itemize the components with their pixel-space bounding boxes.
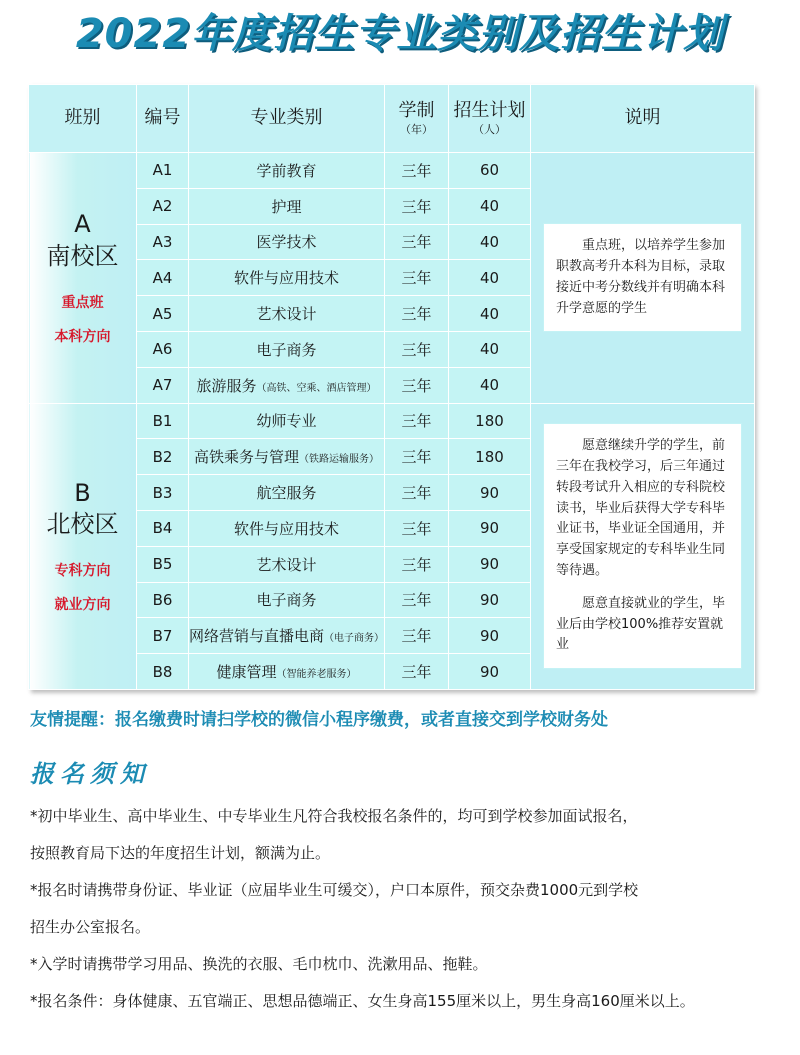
cell-code: B7 [137, 618, 189, 654]
page-title: 2022年度招生专业类别及招生计划 [75, 11, 725, 57]
major-extra: （智能养老服务） [276, 669, 357, 681]
cell-plan: 60 [449, 153, 531, 189]
major-name: 旅游服务 [196, 376, 257, 395]
header-duration [385, 85, 449, 153]
notice-line: *报名条件：身体健康、五官端正、思想品德端正、女生身高155厘米以上，男生身高160厘米以上。 [30, 992, 695, 1010]
cell-major [189, 654, 385, 690]
header-plan-unit: （人） [473, 122, 506, 136]
cell-major [189, 475, 385, 511]
class-tag: 重点班 [61, 294, 104, 311]
cell-major [189, 546, 385, 582]
major-name: 电子商务 [256, 591, 317, 610]
cell-major [189, 403, 385, 439]
cell-duration: 三年 [385, 188, 449, 224]
cell-code: B4 [137, 510, 189, 546]
cell-code: A3 [137, 224, 189, 260]
notice-title: 报名须知 [30, 760, 150, 788]
cell-code: B6 [137, 582, 189, 618]
cell-major [189, 439, 385, 475]
major-name: 医学技术 [256, 233, 317, 252]
cell-plan: 90 [449, 654, 531, 690]
cell-major [189, 618, 385, 654]
notice-line: *报名时请携带身份证、毕业证（应届毕业生可缓交），户口本原件，预交杂费1000元到学校 [30, 881, 639, 899]
cell-duration: 三年 [385, 618, 449, 654]
note-box [543, 423, 742, 669]
class-cell-b [29, 403, 137, 689]
note-cell-a [531, 153, 755, 404]
cell-plan: 180 [449, 403, 531, 439]
cell-code: B3 [137, 475, 189, 511]
class-campus: 北校区 [46, 510, 119, 539]
header-major: 专业类别 [189, 85, 385, 153]
cell-duration: 三年 [385, 546, 449, 582]
cell-major [189, 260, 385, 296]
cell-duration: 三年 [385, 475, 449, 511]
cell-plan: 90 [449, 618, 531, 654]
cell-code: A2 [137, 188, 189, 224]
cell-code: B2 [137, 439, 189, 475]
cell-major [189, 296, 385, 332]
cell-plan: 90 [449, 546, 531, 582]
header-duration-unit: （年） [400, 122, 433, 136]
cell-code: B1 [137, 403, 189, 439]
cell-plan: 90 [449, 582, 531, 618]
cell-duration: 三年 [385, 296, 449, 332]
cell-duration: 三年 [385, 654, 449, 690]
note-cell-b [531, 403, 755, 689]
cell-code: B8 [137, 654, 189, 690]
header-note: 说明 [531, 85, 755, 153]
cell-major [189, 188, 385, 224]
cell-plan: 40 [449, 296, 531, 332]
header-duration-label: 学制 [398, 99, 435, 121]
class-tag: 本科方向 [54, 328, 111, 345]
cell-duration: 三年 [385, 403, 449, 439]
major-name: 软件与应用技术 [233, 269, 339, 288]
major-name: 高铁乘务与管理 [193, 448, 299, 467]
note-text: 愿意直接就业的学生，毕业后由学校100%推荐安置就业 [556, 595, 726, 653]
class-campus: 南校区 [46, 241, 119, 270]
notice-line: *初中毕业生、高中毕业生、中专毕业生凡符合我校报名条件的，均可到学校参加面试报名， [30, 807, 638, 825]
class-tag: 就业方向 [54, 597, 111, 614]
class-cell-a [29, 153, 137, 404]
major-extra: （电子商务） [324, 633, 385, 645]
cell-plan: 40 [449, 367, 531, 403]
table-row [29, 403, 755, 439]
cell-code: B5 [137, 546, 189, 582]
cell-plan: 40 [449, 224, 531, 260]
cell-code: A5 [137, 296, 189, 332]
cell-duration: 三年 [385, 439, 449, 475]
class-tag: 专科方向 [54, 563, 111, 580]
cell-code: A4 [137, 260, 189, 296]
cell-duration: 三年 [385, 153, 449, 189]
note-text: 重点班，以培养学生参加职教高考升本科为目标，录取接近中考分数线并有明确本科升学意愿的学生 [556, 238, 726, 316]
table-header-row [29, 85, 755, 153]
cell-duration: 三年 [385, 367, 449, 403]
class-letter: B [74, 478, 91, 507]
header-code: 编号 [137, 85, 189, 153]
class-letter: A [74, 210, 91, 239]
cell-duration: 三年 [385, 510, 449, 546]
cell-duration: 三年 [385, 260, 449, 296]
cell-plan: 40 [449, 260, 531, 296]
cell-major [189, 367, 385, 403]
cell-duration: 三年 [385, 331, 449, 367]
enrollment-table-container [28, 84, 754, 690]
cell-code: A7 [137, 367, 189, 403]
major-extra: （铁路运输服务） [299, 454, 379, 466]
major-name: 学前教育 [256, 161, 317, 180]
major-name: 航空服务 [256, 484, 317, 503]
table-row [29, 153, 755, 189]
cell-plan: 40 [449, 331, 531, 367]
cell-plan: 90 [449, 475, 531, 511]
cell-major [189, 582, 385, 618]
note-text: 愿意继续升学的学生，前三年在我校学习，后三年通过转段考试升入相应的专科院校读书，毕业后获得大学专科毕业证书，毕业证全国通用，并享受国家规定的专科毕业生同等待遇。 [556, 438, 726, 579]
major-extra: （高铁、空乘、酒店管理） [256, 382, 377, 394]
major-name: 软件与应用技术 [233, 519, 339, 538]
notice-line: 按照教育局下达的年度招生计划，额满为止。 [30, 844, 331, 862]
cell-major [189, 331, 385, 367]
major-name: 电子商务 [256, 340, 317, 359]
cell-major [189, 224, 385, 260]
notice-line: 招生办公室报名。 [30, 918, 151, 936]
cell-code: A1 [137, 153, 189, 189]
major-name: 艺术设计 [256, 555, 317, 574]
header-plan [449, 85, 531, 153]
header-class: 班别 [29, 85, 137, 153]
cell-major [189, 510, 385, 546]
major-name: 护理 [271, 197, 302, 216]
notice-line: *入学时请携带学习用品、换洗的衣服、毛巾枕巾、洗漱用品、拖鞋。 [30, 955, 488, 973]
major-name: 网络营销与直播电商 [189, 627, 325, 646]
cell-plan: 90 [449, 510, 531, 546]
cell-duration: 三年 [385, 224, 449, 260]
major-name: 艺术设计 [256, 305, 317, 324]
major-name: 健康管理 [216, 663, 277, 682]
cell-duration: 三年 [385, 582, 449, 618]
note-box [543, 223, 742, 332]
cell-code: A6 [137, 331, 189, 367]
cell-plan: 40 [449, 188, 531, 224]
header-plan-label: 招生计划 [453, 99, 526, 121]
cell-plan: 180 [449, 439, 531, 475]
payment-reminder: 友情提醒：报名缴费时请扫学校的微信小程序缴费，或者直接交到学校财务处 [30, 710, 608, 730]
enrollment-table [28, 84, 755, 690]
notice-list [30, 798, 790, 1020]
major-name: 幼师专业 [256, 412, 317, 431]
cell-major [189, 153, 385, 189]
